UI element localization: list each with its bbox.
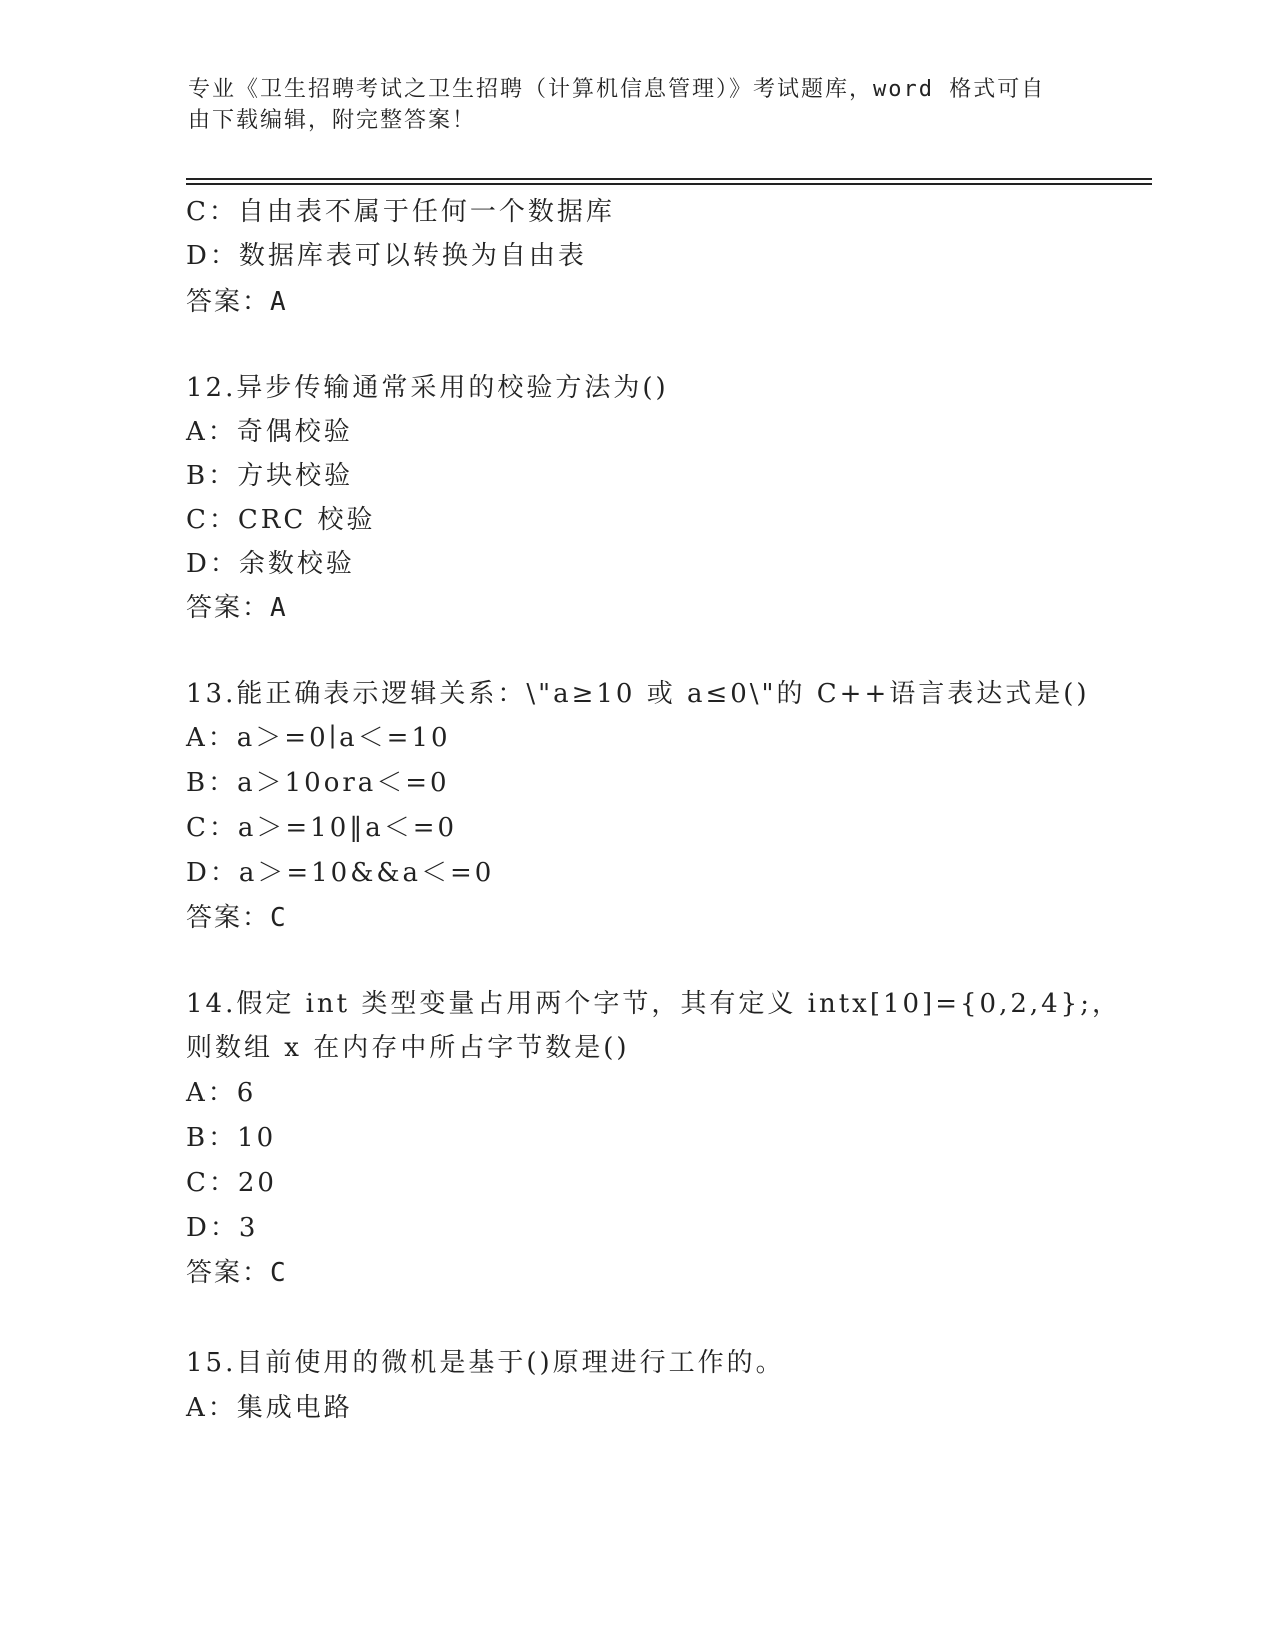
header-divider-top xyxy=(186,178,1152,180)
q15-option-a: A：集成电路 xyxy=(186,1393,353,1423)
q13-stem: 13.能正确表示逻辑关系：\"a≥10 或 a≤0\"的 C++语言表达式是() xyxy=(186,679,1090,709)
q14-answer: 答案：C xyxy=(186,1258,288,1288)
q13-option-b: B：a＞10ora＜=0 xyxy=(186,768,450,798)
header-divider-bottom xyxy=(186,183,1152,185)
q11-answer: 答案：A xyxy=(186,287,288,317)
q12-stem: 12.异步传输通常采用的校验方法为() xyxy=(186,373,669,403)
q14-option-a: A：6 xyxy=(186,1078,257,1108)
q14-option-d: D：3 xyxy=(186,1213,259,1243)
q14-stem-line2: 则数组 x 在内存中所占字节数是() xyxy=(186,1033,630,1063)
q13-option-a: A：a＞=0∣a＜=10 xyxy=(186,723,451,753)
q12-option-c: C：CRC 校验 xyxy=(186,505,376,535)
q11-option-c: C：自由表不属于任何一个数据库 xyxy=(186,197,615,227)
q14-option-b: B：10 xyxy=(186,1123,277,1153)
q14-option-c: C：20 xyxy=(186,1168,277,1198)
q14-stem-line1: 14.假定 int 类型变量占用两个字节，其有定义 intx[10]={0,2,4};， xyxy=(186,989,1121,1019)
q12-option-d: D：余数校验 xyxy=(186,549,355,579)
q13-option-c: C：a＞=10‖a＜=0 xyxy=(186,813,458,843)
q13-answer: 答案：C xyxy=(186,903,288,933)
q12-option-b: B：方块校验 xyxy=(186,461,354,491)
q12-answer: 答案：A xyxy=(186,593,288,623)
q15-stem: 15.目前使用的微机是基于()原理进行工作的。 xyxy=(186,1348,785,1378)
document-header: 专业《卫生招聘考试之卫生招聘（计算机信息管理）》考试题库，word 格式可自由下载编辑，附完整答案！ xyxy=(188,77,1046,133)
q11-option-d: D：数据库表可以转换为自由表 xyxy=(186,241,587,271)
q13-option-d: D：a＞=10&&a＜=0 xyxy=(186,858,495,888)
q12-option-a: A：奇偶校验 xyxy=(186,417,353,447)
